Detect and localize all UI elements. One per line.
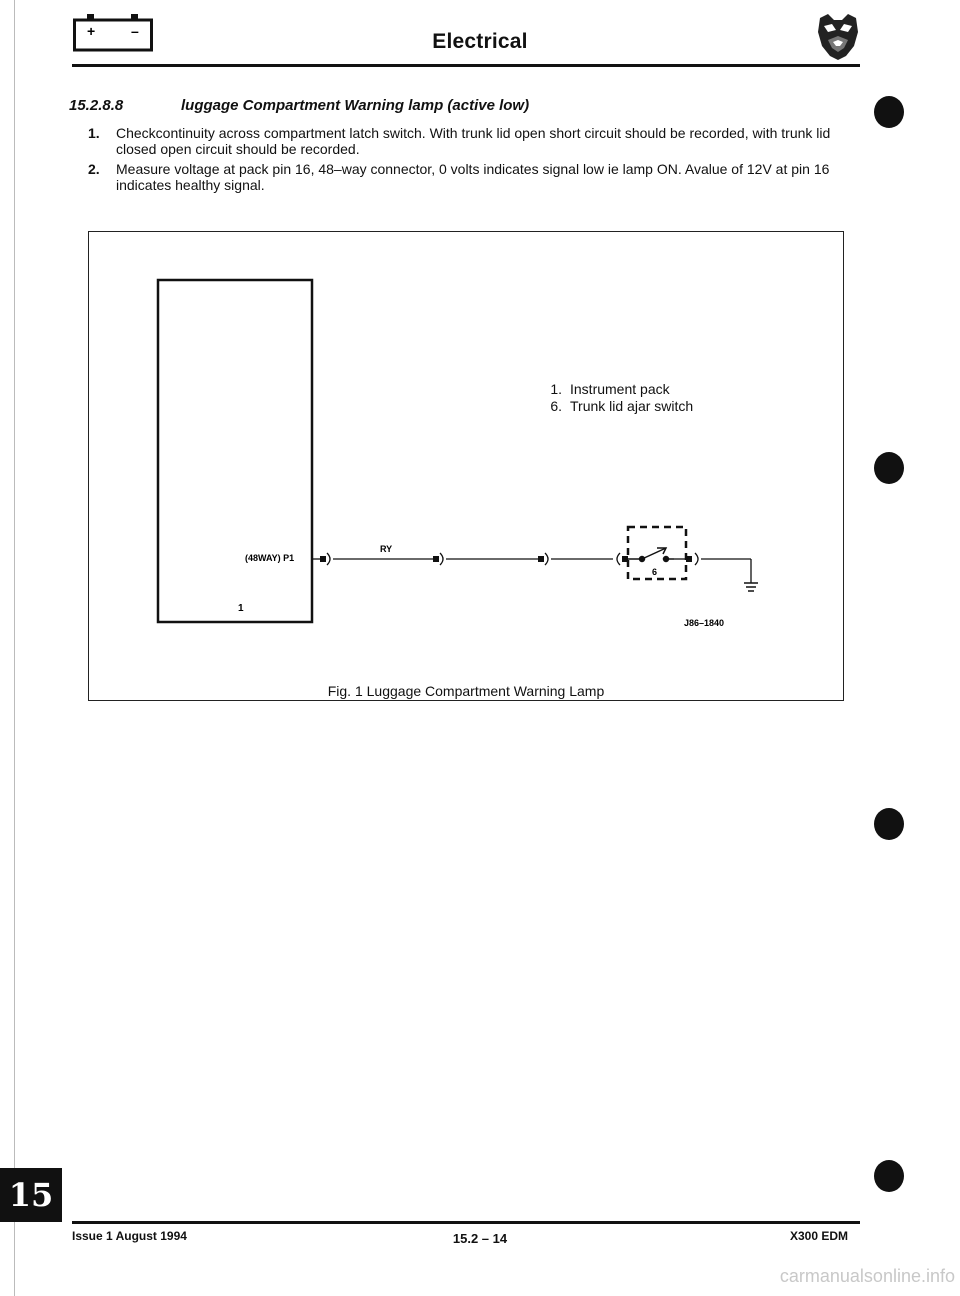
- jaguar-head-logo-icon: [814, 12, 862, 62]
- header-rule: [72, 64, 860, 67]
- wire-color-label: RY: [380, 544, 393, 554]
- battery-minus: –: [131, 23, 139, 39]
- legend-label: Trunk lid ajar switch: [570, 398, 694, 414]
- page-number: 15.2 – 14: [452, 1231, 508, 1246]
- drawing-reference: J86–1840: [684, 618, 725, 628]
- section-number: 15.2.8.8: [69, 97, 124, 114]
- footer-document-id: X300 EDM: [790, 1229, 849, 1243]
- step-1: [88, 125, 848, 157]
- step-text: Checkcontinuity across compartment latch switch. With trunk lid open short circuit should be recorded, with trunk lid closed open circuit should be recorded.: [116, 125, 831, 157]
- step-number: 1.: [88, 125, 100, 141]
- legend-item: [524, 381, 670, 398]
- page-title: Electrical: [432, 30, 528, 53]
- connector-label: (48WAY) P1: [245, 553, 295, 563]
- pack-number: 1: [238, 603, 244, 614]
- binding-hole-dot: [874, 1160, 904, 1192]
- ground-symbol-icon: [744, 583, 758, 591]
- section-heading: [69, 97, 529, 114]
- battery-plus: +: [87, 23, 96, 39]
- wiring-diagram: [88, 231, 844, 701]
- step-text: Measure voltage at pack pin 16, 48–way connector, 0 volts indicates signal low ie lamp ON. Avalue of 12V at pin 16 indicates healthy signal.: [116, 161, 830, 193]
- watermark: carmanualsonline.info: [779, 1266, 955, 1286]
- figure-caption: Fig. 1 Luggage Compartment Warning Lamp: [327, 683, 605, 699]
- switch-number: 6: [652, 567, 658, 577]
- left-margin-rule: [14, 0, 15, 1296]
- legend-number: 6.: [550, 398, 562, 414]
- legend-label: Instrument pack: [570, 381, 670, 397]
- legend-number: 1.: [550, 381, 562, 397]
- footer-rule: [72, 1221, 860, 1224]
- legend-item: [524, 398, 693, 415]
- step-2: [88, 161, 848, 193]
- section-title: luggage Compartment Warning lamp (active low): [181, 97, 530, 114]
- binding-hole-dot: [874, 96, 904, 128]
- chapter-tab: 15: [0, 1168, 62, 1222]
- footer-issue: Issue 1 August 1994: [72, 1229, 187, 1243]
- binding-hole-dot: [874, 452, 904, 484]
- binding-hole-dot: [874, 808, 904, 840]
- instrument-pack-box: [158, 280, 312, 622]
- switch-contacts: [628, 548, 674, 562]
- step-number: 2.: [88, 161, 100, 177]
